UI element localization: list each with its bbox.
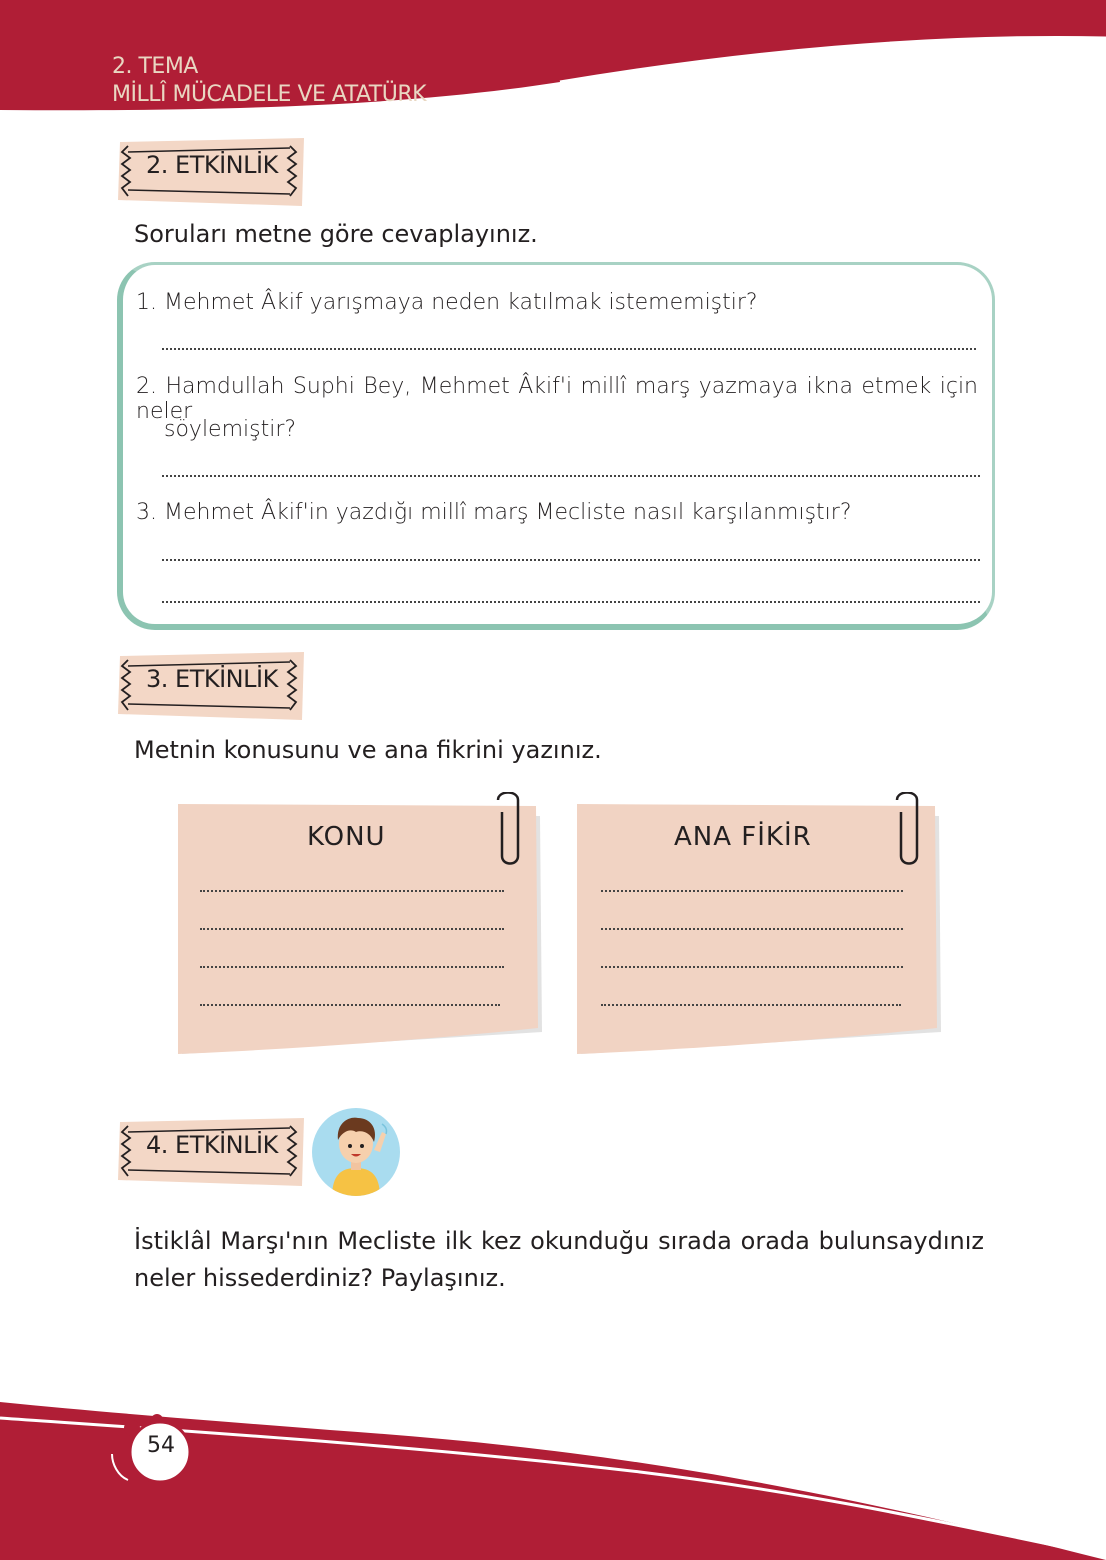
topic-note-title: KONU	[307, 822, 386, 852]
topic-line-4[interactable]	[200, 1004, 500, 1006]
question-2: 2. Hamdullah Suphi Bey, Mehmet Âkif'i millî marş yazmaya ikna etmek için neler	[136, 374, 978, 424]
page-number: 54	[147, 1433, 175, 1458]
topic-line-1[interactable]	[200, 890, 504, 892]
theme-title: MİLLÎ MÜCADELE VE ATATÜRK	[112, 82, 427, 107]
topic-line-2[interactable]	[200, 928, 504, 930]
footer-banner	[0, 1380, 1106, 1560]
activity-3-tag	[114, 648, 309, 720]
question-2-continued: söylemiştir?	[164, 417, 297, 442]
main-idea-line-1[interactable]	[601, 890, 903, 892]
activity-3-instruction: Metnin konusunu ve ana fikrini yazınız.	[134, 736, 602, 764]
main-idea-line-4[interactable]	[601, 1004, 901, 1006]
answer-line-3a[interactable]	[162, 559, 980, 561]
activity-4-label: 4. ETKİNLİK	[146, 1131, 278, 1159]
activity-3-label: 3. ETKİNLİK	[146, 665, 278, 693]
theme-number: 2. TEMA	[112, 54, 198, 79]
topic-line-3[interactable]	[200, 966, 504, 968]
question-box	[117, 262, 995, 630]
activity-2-tag	[114, 134, 309, 206]
main-idea-line-3[interactable]	[601, 966, 903, 968]
main-idea-note-title: ANA FİKİR	[674, 822, 812, 852]
question-1: 1. Mehmet Âkif yarışmaya neden katılmak istememiştir?	[136, 290, 758, 315]
activity-4-instruction-line-2: neler hissederdiniz? Paylaşınız.	[134, 1264, 506, 1292]
answer-line-1[interactable]	[162, 348, 976, 350]
topic-note	[176, 792, 544, 1068]
activity-2-instruction: Soruları metne göre cevaplayınız.	[134, 220, 538, 248]
activity-4-instruction-line-1: İstiklâl Marşı'nın Mecliste ilk kez okunduğu sırada orada bulunsaydınız	[134, 1227, 984, 1255]
main-idea-line-2[interactable]	[601, 928, 903, 930]
question-3: 3. Mehmet Âkif'in yazdığı millî marş Mecliste nasıl karşılanmıştır?	[136, 500, 852, 525]
main-idea-note	[575, 792, 943, 1068]
activity-2-label: 2. ETKİNLİK	[146, 151, 278, 179]
answer-line-2[interactable]	[162, 475, 980, 477]
boy-avatar-icon	[310, 1106, 402, 1198]
activity-4-tag	[114, 1114, 309, 1186]
answer-line-3b[interactable]	[162, 601, 980, 603]
